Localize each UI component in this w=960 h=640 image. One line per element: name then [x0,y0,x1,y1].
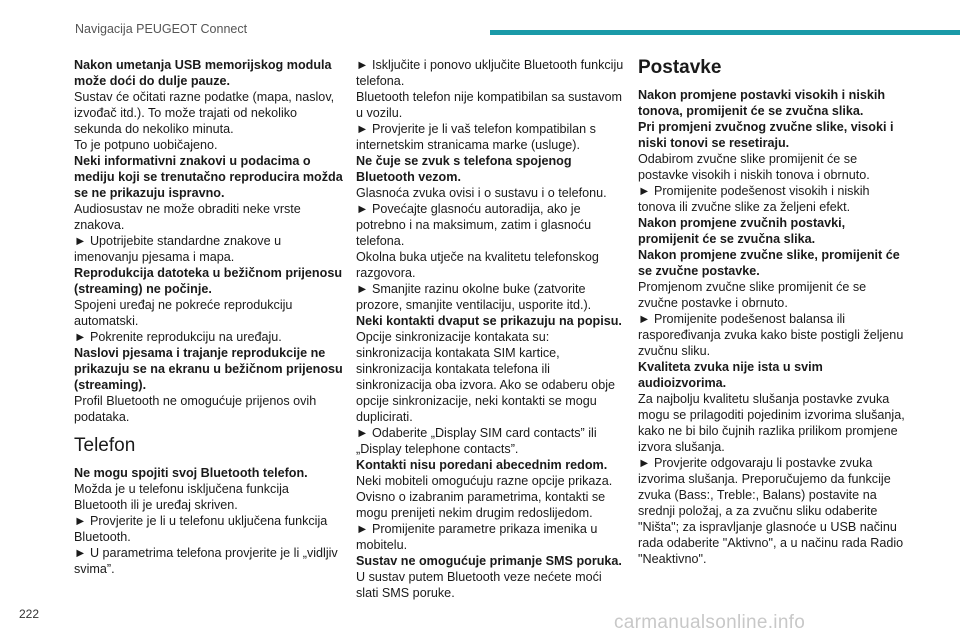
bold-paragraph: Nakon promjene zvučne slike, promijenit će se zvučne postavke. [638,248,900,278]
bold-paragraph: Ne čuje se zvuk s telefona spojenog Bluetooth vezom. [356,154,572,184]
bold-paragraph: Pri promjeni zvučnog zvučne slike, visoki i niski tonovi se resetiraju. [638,120,894,150]
heading-telefon: Telefon [74,435,136,456]
header-accent-bar [490,30,960,35]
paragraph: ► U parametrima telefona provjerite je li „vidljiv svima”. [74,546,338,576]
page-number: 222 [19,607,40,621]
paragraph: ► Provjerite odgovaraju li postavke zvuka izvorima slušanja. Preporučujemo da funkcije zvuka (Bass:, Treble:, Balans) postavite na srednji položaj, a za zvučnu sliku odaberite "Ništa"; za ispravljanje glasnoće u USB načinu rada odaberite "Aktivno", a u načinu rada Radio "Neaktivno". [638,456,904,566]
paragraph: U sustav putem Bluetooth veze nećete moći slati SMS poruke. [356,570,602,600]
paragraph: To je potpuno uobičajeno. [74,138,218,152]
bold-paragraph: Nakon promjene zvučnih postavki, promijenit će se zvučna slika. [638,216,846,246]
header-title: Navigacija PEUGEOT Connect [75,22,248,36]
bold-paragraph: Nakon umetanja USB memorijskog modula može doći do dulje pauze. [74,58,332,88]
bold-paragraph: Sustav ne omogućuje primanje SMS poruka. [356,554,622,568]
column-2 [356,57,626,601]
paragraph: Bluetooth telefon nije kompatibilan sa sustavom u vozilu. [356,90,623,120]
bold-paragraph: Kvaliteta zvuka nije ista u svim audioizvorima. [638,360,823,390]
bold-paragraph: Reprodukcija datoteka u bežičnom prijenosu (streaming) ne počinje. [74,266,343,296]
bold-paragraph: Neki kontakti dvaput se prikazuju na popisu. [356,314,622,328]
paragraph: ► Promijenite parametre prikaza imenika u mobitelu. [356,522,598,552]
bold-paragraph: Kontakti nisu poredani abecednim redom. [356,458,608,472]
column-1 [74,57,344,577]
paragraph: Promjenom zvučne slike promijenit će se zvučne postavke i obrnuto. [638,280,867,310]
paragraph: Neki mobiteli omogućuju razne opcije prikaza. Ovisno o izabranim parametrima, kontakti se mogu prenijeti nekim drugim redoslijedom. [356,474,613,520]
paragraph: Spojeni uređaj ne pokreće reprodukciju automatski. [74,298,293,328]
paragraph: Audiosustav ne može obraditi neke vrste znakova. [74,202,301,232]
column-3 [638,57,908,567]
paragraph: ► Povećajte glasnoću autoradija, ako je potrebno i na maksimum, zatim i glasnoću telefona. [356,202,592,248]
paragraph: ► Promijenite podešenost balansa ili raspoređivanja zvuka kako biste postigli željenu zvučnu sliku. [638,312,904,358]
bold-paragraph: Naslovi pjesama i trajanje reprodukcije ne prikazuju se na ekranu u bežičnom prijenosu (streaming). [74,346,343,392]
heading-postavke: Postavke [638,57,722,78]
paragraph: Odabirom zvučne slike promijenit će se postavke visokih i niskih tonova i obrnuto. [638,152,870,182]
paragraph: ► Promijenite podešenost visokih i niskih tonova ili zvučne slike za željeni efekt. [638,184,870,214]
paragraph: ► Upotrijebite standardne znakove u imenovanju pjesama i mapa. [74,234,282,264]
paragraph: ► Pokrenite reprodukciju na uređaju. [74,330,282,344]
col1-paragraphs [74,57,344,425]
col3-paragraphs [638,87,908,567]
paragraph: Glasnoća zvuka ovisi i o sustavu i o telefonu. [356,186,607,200]
bold-paragraph: Nakon promjene postavki visokih i niskih tonova, promijenit će se zvučna slika. [638,88,886,118]
paragraph: ► Smanjite razinu okolne buke (zatvorite prozore, smanjite ventilaciju, usporite itd.). [356,282,592,312]
bold-paragraph: Ne mogu spojiti svoj Bluetooth telefon. [74,466,308,480]
paragraph: Sustav će očitati razne podatke (mapa, naslov, izvođač itd.). To može trajati od nekoliko sekunda do nekoliko minuta. [74,90,335,136]
paragraph: ► Odaberite „Display SIM card contacts” ili „Display telephone contacts”. [356,426,597,456]
paragraph: Opcije sinkronizacije kontakata su: sinkronizacija kontakata SIM kartice, sinkronizacija kontakata telefona ili sinkronizacija oba izvora. Ako se odaberu obje opcije sinkronizacije, neki kontakti se mogu duplicirati. [356,330,616,424]
col1b-paragraphs [74,465,344,577]
watermark: carmanualsonline.info [614,612,806,633]
paragraph: Okolna buka utječe na kvalitetu telefonskog razgovora. [356,250,599,280]
paragraph: ► Provjerite je li vaš telefon kompatibilan s internetskim stranicama marke (usluge). [356,122,596,152]
col2-paragraphs [356,57,626,601]
paragraph: ► Provjerite je li u telefonu uključena funkcija Bluetooth. [74,514,328,544]
paragraph: Profil Bluetooth ne omogućuje prijenos ovih podataka. [74,394,317,424]
paragraph: Za najbolju kvalitetu slušanja postavke zvuka mogu se prilagoditi pojedinim izvorima slušanja, kako ne bi bilo čujnih razlika prilikom promjene izvora slušanja. [638,392,905,454]
paragraph: Možda je u telefonu isključena funkcija Bluetooth ili je uređaj skriven. [74,482,289,512]
bold-paragraph: Neki informativni znakovi u podacima o mediju koji se trenutačno reproducira možda se ne prikazuju ispravno. [74,154,343,200]
paragraph: ► Isključite i ponovo uključite Bluetooth funkciju telefona. [356,58,624,88]
